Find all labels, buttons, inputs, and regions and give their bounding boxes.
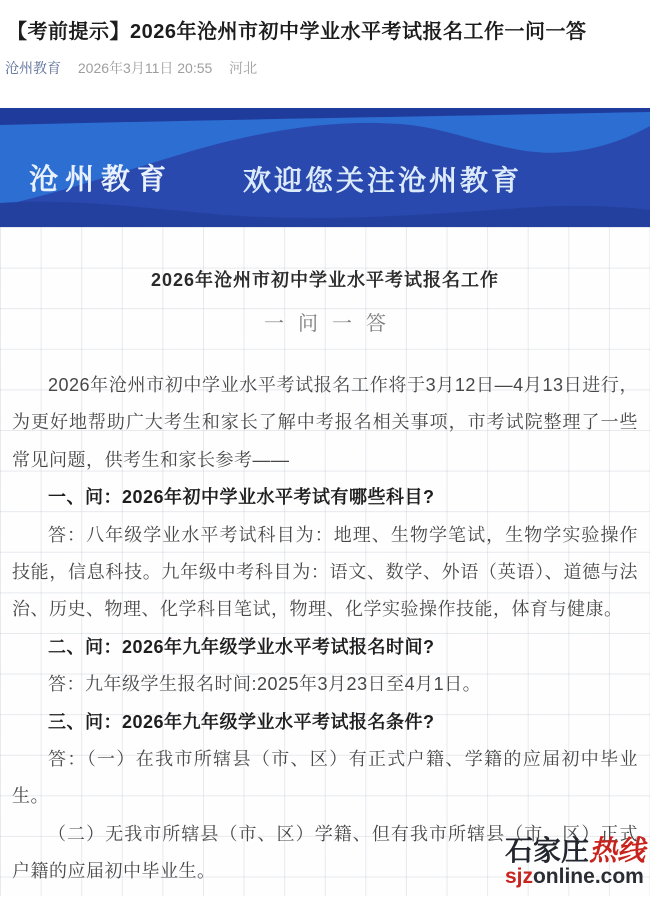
question-2: 二、问：2026年九年级学业水平考试报名时间?: [48, 636, 435, 657]
answer-3-part-2: （二）无我市所辖县（市、区）学籍、但有我市所辖县（市、区）正式户籍的应届初中毕业生。: [12, 823, 638, 882]
watermark-url-suffix: online.com: [532, 865, 644, 888]
banner-brand-text: 沧州教育: [29, 164, 174, 196]
answer-2: 答：九年级学生报名时间:2025年3月23日至4月1日。: [48, 674, 482, 695]
content-heading: 2026年沧州市初中学业水平考试报名工作: [150, 270, 500, 290]
publish-location: 河北: [229, 60, 258, 76]
article-body: [0, 227, 650, 896]
account-link[interactable]: 沧州教育: [5, 60, 61, 76]
banner-image: [0, 108, 650, 227]
content-subheading: 一问一答: [264, 313, 400, 335]
answer-3-part-1: 答：（一）在我市所辖县（市、区）有正式户籍、学籍的应届初中毕业生。: [12, 749, 638, 807]
watermark-name-red: 热线: [588, 834, 645, 867]
paragraph-list: [12, 367, 638, 891]
question-3: 三、问：2026年九年级学业水平考试报名条件?: [48, 711, 435, 732]
intro-paragraph: 2026年沧州市初中学业水平考试报名工作将于3月12日—4月13日进行，为更好地帮助广大考生和家长了解中考报名相关事项，市考试院整理了一些常见问题，供考生和家长参考——: [12, 375, 638, 470]
question-1: 一、问：2026年初中学业水平考试有哪些科目?: [48, 487, 435, 508]
article-title: 【考前提示】2026年沧州市初中学业水平考试报名工作一问一答: [7, 21, 587, 43]
byline: [5, 59, 642, 77]
answer-1: 答：八年级学业水平考试科目为：地理、生物学笔试，生物学实验操作技能，信息科技。九年级中考科目为：语文、数学、外语（英语）、道德与法治、历史、物理、化学科目笔试，物理、化学实验操作技能，体育与健康。: [12, 524, 638, 620]
watermark-name-dark: 石家庄: [504, 835, 589, 866]
banner-welcome-text: 欢迎您关注沧州教育: [243, 165, 523, 196]
publish-date: 2026年3月11日 20:55: [77, 60, 213, 76]
watermark-url-prefix: sjz: [504, 865, 533, 888]
